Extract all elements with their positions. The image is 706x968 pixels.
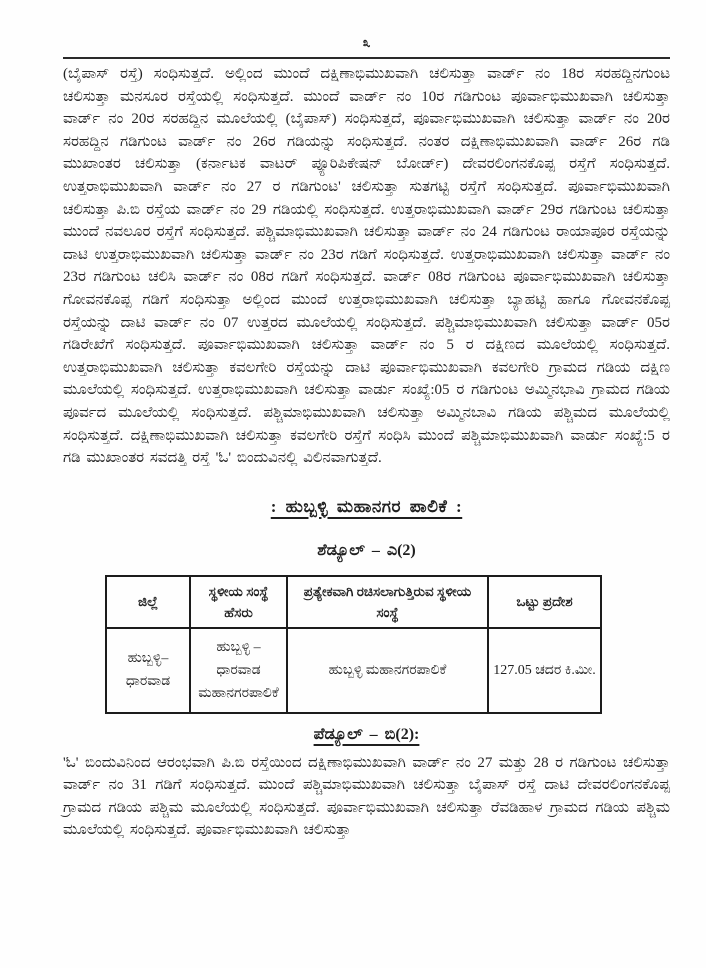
header-cell-local-body-name: ಸ್ಥಳೀಯ ಸಂಸ್ಥೆ ಹೆಸರು <box>190 576 287 628</box>
schedule-a-boundary-paragraph: (ಬೈಪಾಸ್ ರಸ್ತೆ) ಸಂಧಿಸುತ್ತದೆ. ಅಲ್ಲಿಂದ ಮುಂದೆ ದಕ್ಷಿಣಾಭಿಮುಖವಾಗಿ ಚಲಿಸುತ್ತಾ ವಾರ್ಡ್ ನಂ 18ರ ಸರಹದ್ದಿನಗುಂಟ ಚಲಿಸುತ್ತಾ ಮನಸೂರ ರಸ್ತೆಯಲ್ಲಿ ಸಂಧಿಸುತ್ತದೆ. ಮುಂದೆ ವಾರ್ಡ್ ನಂ 10ರ ಗಡಿಗುಂಟ ಪೂರ್ವಾಭಿಮುಖವಾಗಿ ಚಲಿಸುತ್ತಾ ವಾರ್ಡ್ ನಂ 20ರ ಸರಹದ್ದಿನ ಮೂಲೆಯಲ್ಲಿ (ಬೈಪಾಸ್) ಸಂಧಿಸುತ್ತದೆ, ಪೂರ್ವಾಭಿಮುಖವಾಗಿ ಚಲಿಸುತ್ತಾ ವಾರ್ಡ್ ನಂ 20ರ ಸರಹದ್ದಿನ ಗಡಿಗುಂಟ ವಾರ್ಡ್ ನಂ 26ರ ಗಡಿಯನ್ನು ಸಂಧಿಸುತ್ತದೆ. ನಂತರ ದಕ್ಷಿಣಾಭಿಮುಖವಾಗಿ ವಾರ್ಡ್ 26ರ ಗಡಿ ಮುಖಾಂತರ ಚಲಿಸುತ್ತಾ (ಕರ್ನಾಟಕ ವಾಟರ್ ಪ್ಯೂರಿಪಿಕೇಷನ್ ಬೋರ್ಡ್) ದೇವರಲಿಂಗನಕೊಪ್ಪ ರಸ್ತೆಗೆ ಸಂಧಿಸುತ್ತದೆ. ಉತ್ತರಾಭಿಮುಖವಾಗಿ ವಾರ್ಡ್ ನಂ 27 ರ ಗಡಿಗುಂಟ' ಚಲಿಸುತ್ತಾ ಸುತಗಟ್ಟಿ ರಸ್ತೆಗೆ ಸಂಧಿಸುತ್ತದೆ. ಪೂರ್ವಾಭಿಮುಖವಾಗಿ ಚಲಿಸುತ್ತಾ ಪಿ.ಬಿ ರಸ್ತೆಯ ವಾರ್ಡ್ ನಂ 29 ಗಡಿಯಲ್ಲಿ ಸಂಧಿಸುತ್ತದೆ. ಉತ್ತರಾಭಿಮುಖವಾಗಿ ವಾರ್ಡ್ 29ರ ಗಡಿಗುಂಟ ಚಲಿಸುತ್ತಾ ಮುಂದೆ ನವಲೂರ ರಸ್ತೆಗೆ ಸಂಧಿಸುತ್ತದೆ. ಪಶ್ಚಿಮಾಭಿಮುಖವಾಗಿ ಚಲಿಸುತ್ತಾ ವಾರ್ಡ್ ನಂ 24 ಗಡಿಗುಂಟ ರಾಯಾಪೂರ ರಸ್ತೆಯನ್ನು ದಾಟಿ ಉತ್ತರಾಭಿಮುಖವಾಗಿ ಚಲಿಸುತ್ತಾ ವಾರ್ಡ್ ನಂ 23ರ ಗಡಿಗೆ ಸಂಧಿಸುತ್ತದೆ. ಉತ್ತರಾಭಿಮುಖವಾಗಿ ಚಲಿಸುತ್ತಾ ವಾರ್ಡ್ ನಂ 23ರ ಗಡಿಗುಂಟ ಚಲಿಸಿ ವಾರ್ಡ್ ನಂ 08ರ ಗಡಿಗೆ ಸಂಧಿಸುತ್ತದೆ. ವಾರ್ಡ್ 08ರ ಗಡಿಗುಂಟ ಪೂರ್ವಾಭಿಮುಖವಾಗಿ ಚಲಿಸುತ್ತಾ ಗೋವನಕೊಪ್ಪ ಗಡಿಗೆ ಸಂಧಿಸುತ್ತಾ ಅಲ್ಲಿಂದ ಮುಂದೆ ಉತ್ತರಾಭಿಮುಖವಾಗಿ ಚಲಿಸುತ್ತಾ ಬ್ಯಾಹಟ್ಟಿ ಹಾಗೂ ಗೋವನಕೊಪ್ಪ ರಸ್ತೆಯನ್ನು ದಾಟಿ ವಾರ್ಡ್ ನಂ 07 ಉತ್ತರದ ಮೂಲೆಯಲ್ಲಿ ಸಂಧಿಸುತ್ತದೆ. ಪಶ್ಚಿಮಾಭಿಮುಖವಾಗಿ ಚಲಿಸುತ್ತಾ ವಾರ್ಡ್ 05ರ ಗಡಿರೇಖೆಗೆ ಸಂಧಿಸುತ್ತದೆ. ಪೂರ್ವಾಭಿಮುಖವಾಗಿ ಚಲಿಸುತ್ತಾ ವಾರ್ಡ್ ನಂ 5 ರ ದಕ್ಷಿಣದ ಮೂಲೆಯಲ್ಲಿ ಸಂಧಿಸುತ್ತದೆ. ಉತ್ತರಾಭಿಮುಖವಾಗಿ ಚಲಿಸುತ್ತಾ ಕವಲಗೇರಿ ರಸ್ತೆಯನ್ನು ದಾಟಿ ಪೂರ್ವಾಭಿಮುಖವಾಗಿ ಕವಲಗೇರಿ ಗ್ರಾಮದ ಗಡಿಯ ದಕ್ಷಿಣ ಮೂಲೆಯಲ್ಲಿ ಸಂಧಿಸುತ್ತದೆ. ಉತ್ತರಾಭಿಮುಖವಾಗಿ ಚಲಿಸುತ್ತಾ ವಾರ್ಡು ಸಂಖ್ಯೆ:05 ರ ಗಡಿಗುಂಟ ಅಮ್ಮಿನಭಾವಿ ಗ್ರಾಮದ ಗಡಿಯ ಪೂರ್ವದ ಮೂಲೆಯಲ್ಲಿ ಸಂಧಿಸುತ್ತದೆ. ಪಶ್ಚಿಮಾಭಿಮುಖವಾಗಿ ಚಲಿಸುತ್ತಾ ಅಮ್ಮಿನಬಾವಿ ಗಡಿಯ ಪಶ್ಚಿಮದ ಮೂಲೆಯಲ್ಲಿ ಸಂಧಿಸುತ್ತದೆ. ದಕ್ಷಿಣಾಭಿಮುಖವಾಗಿ ಚಲಿಸುತ್ತಾ ಕವಲಗೇರಿ ರಸ್ತೆಗೆ ಸಂಧಿಸಿ ಮುಂದೆ ಪಶ್ಚಿಮಾಭಿಮುಖವಾಗಿ ವಾರ್ಡು ಸಂಖ್ಯೆ:5 ರ ಗಡಿ ಮುಖಾಂತರ ಸವದತ್ತಿ ರಸ್ತೆ 'ಓ' ಬಿಂದುವಿನಲ್ಲಿ ವಿಲಿನವಾಗುತ್ತದೆ. <box>63 66 670 467</box>
page-number: ೩ <box>362 36 371 51</box>
header-cell-district: ಜಿಲ್ಲೆ <box>106 576 190 628</box>
cell-district: ಹುಬ್ಬಳ್ಳಿ– ಧಾರವಾಡ <box>106 628 190 713</box>
table-header-row <box>106 576 601 628</box>
schedule-b-boundary-paragraph: 'ಓ' ಬಿಂದುವಿನಿಂದ ಆರಂಭವಾಗಿ ಪಿ.ಬಿ ರಸ್ತೆಯಿಂದ ದಕ್ಷಿಣಾಭಿಮುಖವಾಗಿ ವಾರ್ಡ್ ನಂ 27 ಮತ್ತು 28 ರ ಗಡಿಗುಂಟ ಚಲಿಸುತ್ತಾ ವಾರ್ಡ್ ನಂ 31 ಗಡಿಗೆ ಸಂಧಿಸುತ್ತದೆ. ಮುಂದೆ ಪಶ್ಚಿಮಾಭಿಮುಖವಾಗಿ ಚಲಿಸುತ್ತಾ ಬೈಪಾಸ್ ರಸ್ತೆ ದಾಟಿ ದೇವರಲಿಂಗನಕೊಪ್ಪ ಗ್ರಾಮದ ಗಡಿಯ ಪಶ್ಚಿಮ ಮೂಲೆಯಲ್ಲಿ ಸಂಧಿಸುತ್ತದೆ. ಪೂರ್ವಾಭಿಮುಖವಾಗಿ ಚಲಿಸುತ್ತಾ ರೆವಡಿಹಾಳ ಗ್ರಾಮದ ಗಡಿಯ ಪಶ್ಚಿಮ ಮೂಲೆಯಲ್ಲಿ ಸಂಧಿಸುತ್ತದೆ. ಪೂರ್ವಾಭಿಮುಖವಾಗಿ ಚಲಿಸುತ್ತಾ <box>63 754 670 839</box>
cell-local-body-name: ಹುಬ್ಬಳ್ಳಿ – ಧಾರವಾಡ ಮಹಾನಗರಪಾಲಿಕೆ <box>190 628 287 713</box>
schedule-b-heading-text: ಪೆಡ್ಯೂಲ್ – ಬಿ(2): <box>313 725 420 743</box>
cell-newly-formed-body: ಹುಬ್ಬಳ್ಳಿ ಮಹಾನಗರಪಾಲಿಕೆ <box>287 628 488 713</box>
schedule-a-table <box>105 575 602 714</box>
table-row <box>106 628 601 713</box>
corporation-heading <box>63 497 670 517</box>
schedule-b-heading <box>63 726 670 744</box>
cell-total-area: 127.05 ಚದರ ಕಿ.ಮೀ. <box>488 628 601 713</box>
header-rule <box>63 57 670 59</box>
header-cell-newly-formed-body: ಪ್ರತ್ಯೇಕವಾಗಿ ರಚಿಸಲಾಗುತ್ತಿರುವ ಸ್ಥಳೀಯ ಸಂಸ್ಥೆ <box>287 576 488 628</box>
schedule-a-heading: ಶೆಡ್ಯೂಲ್ – ಎ(2) <box>317 541 416 559</box>
header-cell-total-area: ಒಟ್ಟು ಪ್ರದೇಶ <box>488 576 601 628</box>
corporation-heading-text: : ಹುಬ್ಬಳ್ಳಿ ಮಹಾನಗರ ಪಾಲಿಕೆ : <box>270 496 463 516</box>
